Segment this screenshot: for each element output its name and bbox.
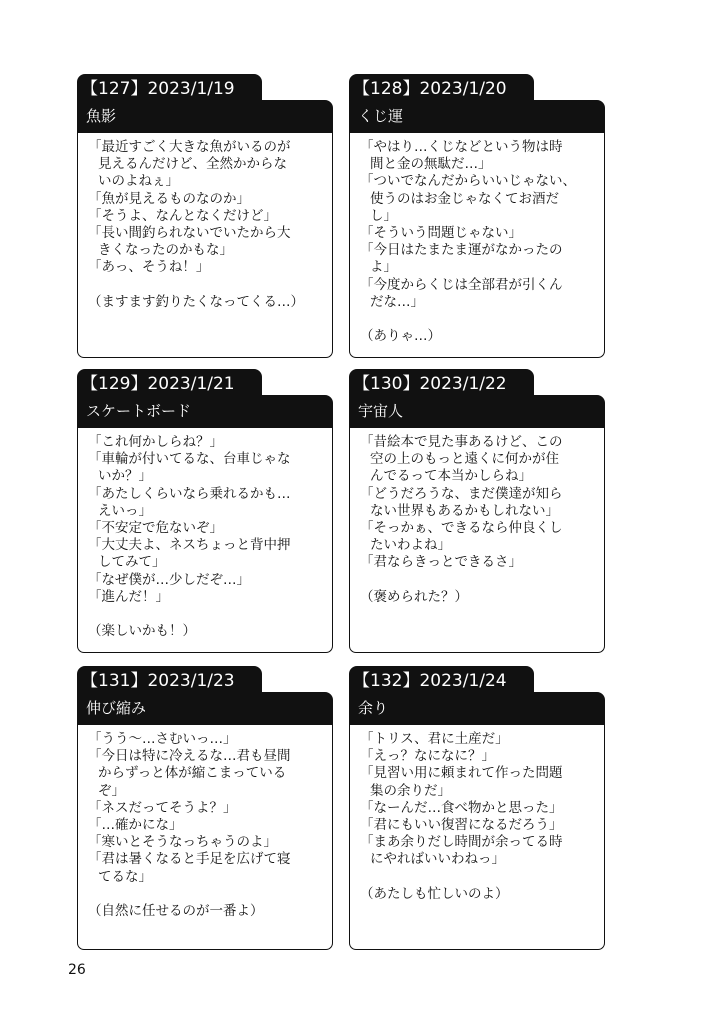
dialogue-line: 「ついでなんだからいいじゃない、 (360, 173, 576, 190)
blank-line (88, 277, 326, 294)
dialogue-line: 間と金の無駄だ…」 (370, 156, 492, 173)
dialogue-line: にやればいいわねっ」 (370, 851, 505, 868)
entry-date-tab: 【127】2023/1/19 (77, 74, 262, 104)
entry-body (349, 723, 605, 950)
dialogue-line: 「まあ余りだし時間が余ってる時 (360, 834, 563, 851)
dialogue-line: 「あたしくらいなら乗れるかも… (88, 485, 291, 502)
dialogue-line: てるな」 (98, 868, 152, 885)
dialogue-line: 「そうよ、なんとなくだけど」 (88, 207, 277, 224)
dialogue-line: 「これ何かしらね？」 (88, 434, 223, 450)
blank-line (360, 311, 598, 328)
dialogue-line: （褒められた？） (360, 588, 468, 605)
entry-date-tab: 【129】2023/1/21 (77, 369, 262, 399)
dialogue-line: 「君は暑くなると手足を広げて寝 (88, 851, 291, 868)
dialogue-line: 空の上のもっと遠くに何かが住 (370, 451, 559, 468)
blank-line (360, 869, 598, 886)
dialogue-line: 見えるんだけど、全然かからな (98, 156, 287, 173)
dialogue-line: ない世界もあるかもしれない」 (370, 502, 559, 519)
dialogue-line: えいっ」 (98, 502, 152, 519)
entry-card (349, 666, 605, 950)
dialogue-line: 「ネスだってそうよ？」 (88, 799, 237, 816)
dialogue-line: 「トリス、君に土産だ」 (360, 731, 509, 747)
entry-body (77, 723, 333, 950)
dialogue-line: 「君にもいい復習になるだろう」 (360, 817, 563, 834)
blank-line (88, 606, 326, 623)
dialogue-line: たいわよね」 (370, 537, 451, 554)
entry-body (349, 131, 605, 358)
dialogue-line: 「うう〜…さむいっ…」 (88, 731, 237, 747)
entry-card (77, 74, 333, 358)
dialogue-line: いのよねぇ」 (98, 173, 179, 190)
dialogue-line: 「寒いとそうなっちゃうのよ」 (88, 834, 277, 851)
entry-title: 魚影 (77, 100, 333, 133)
entry-title: スケートボード (77, 395, 333, 428)
entry-date-tab: 【128】2023/1/20 (349, 74, 534, 104)
dialogue-line: ぞ」 (98, 782, 125, 799)
dialogue-line: （ますます釣りたくなってくる…） (88, 293, 304, 310)
entry-card (349, 74, 605, 358)
dialogue-line: 「長い間釣られないでいたから大 (88, 225, 291, 242)
dialogue-line: 「進んだ！」 (88, 588, 169, 605)
dialogue-line: 「昔絵本で見た事あるけど、この (360, 434, 563, 450)
dialogue-line: 「…確かにな」 (88, 817, 183, 834)
entry-card (77, 369, 333, 653)
dialogue-line: 「君ならきっとできるさ」 (360, 554, 522, 571)
entry-body (77, 131, 333, 358)
entry-title: くじ運 (349, 100, 605, 133)
entry-card (349, 369, 605, 653)
dialogue-line: きくなったのかもな」 (98, 242, 233, 259)
dialogue-line: 「車輪が付いてるな、台車じゃな (88, 451, 291, 468)
dialogue-line: 「なぜ僕が…少しだぞ…」 (88, 571, 250, 588)
entry-body (349, 426, 605, 653)
dialogue-line: んでるって本当かしらね」 (370, 468, 532, 485)
dialogue-line: （あたしも忙しいのよ） (360, 885, 509, 902)
dialogue-line: 「見習い用に頼まれて作った問題 (360, 765, 563, 782)
dialogue-line: （自然に任せるのが一番よ） (88, 903, 264, 920)
dialogue-line: 「今日は特に冷えるな…君も昼間 (88, 748, 291, 765)
dialogue-line: よ」 (370, 259, 397, 276)
dialogue-line: 「あっ、そうね！」 (88, 259, 210, 276)
entry-body (77, 426, 333, 653)
dialogue-line: し」 (370, 207, 397, 224)
entry-title: 宇宙人 (349, 395, 605, 428)
dialogue-line: 「大丈夫よ、ネスちょっと背中押 (88, 537, 291, 554)
entry-date-tab: 【130】2023/1/22 (349, 369, 534, 399)
dialogue-line: 「えっ？なになに？」 (360, 748, 495, 765)
dialogue-line: 「そっかぁ、できるなら仲良くし (360, 520, 563, 537)
dialogue-line: してみて」 (98, 554, 166, 571)
dialogue-line: だな…」 (370, 293, 424, 310)
dialogue-line: 「不安定で危ないぞ」 (88, 520, 223, 537)
dialogue-line: 「なーんだ…食べ物かと思った」 (360, 799, 563, 816)
entry-date-tab: 【132】2023/1/24 (349, 666, 534, 696)
dialogue-line: 「どうだろうな、まだ僕達が知ら (360, 485, 563, 502)
dialogue-line: 「魚が見えるものなのか」 (88, 190, 250, 207)
dialogue-line: 「最近すごく大きな魚がいるのが (88, 139, 291, 155)
dialogue-line: （楽しいかも！） (88, 623, 196, 640)
dialogue-line: 集の余りだ」 (370, 782, 451, 799)
blank-line (88, 886, 326, 903)
entry-card (77, 666, 333, 950)
dialogue-line: 「今日はたまたま運がなかったの (360, 242, 563, 259)
entry-title: 余り (349, 692, 605, 725)
dialogue-line: いか？」 (98, 468, 152, 485)
blank-line (360, 572, 598, 589)
entry-title: 伸び縮み (77, 692, 333, 725)
dialogue-line: からずっと体が縮こまっている (98, 765, 287, 782)
dialogue-line: 使うのはお金じゃなくてお酒だ (370, 190, 559, 207)
page-number: 26 (68, 962, 86, 978)
entry-date-tab: 【131】2023/1/23 (77, 666, 262, 696)
dialogue-line: 「やはり…くじなどという物は時 (360, 139, 563, 155)
dialogue-line: （ありゃ…） (360, 328, 441, 345)
dialogue-line: 「そういう問題じゃない」 (360, 225, 522, 242)
dialogue-line: 「今度からくじは全部君が引くん (360, 276, 563, 293)
